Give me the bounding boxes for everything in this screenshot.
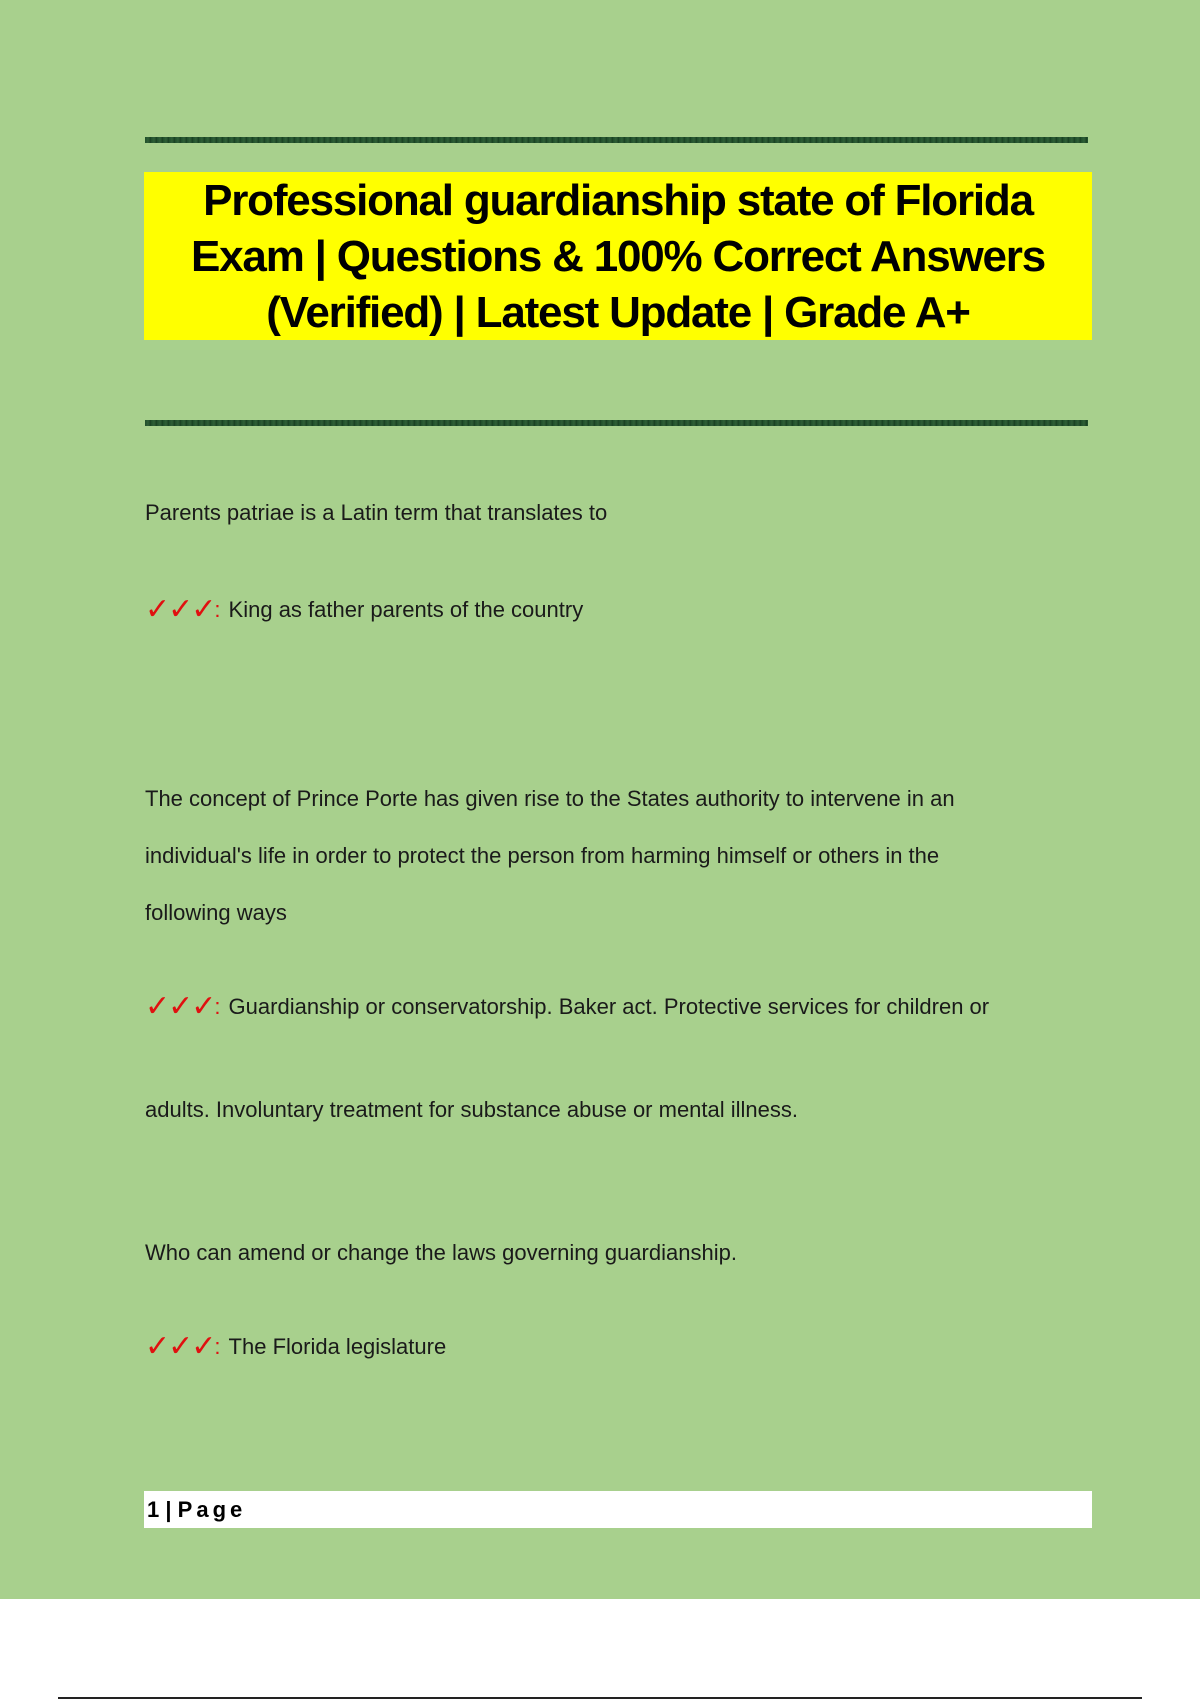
answer-3 — [145, 1295, 1095, 1398]
top-divider — [145, 137, 1088, 143]
page-number: 1 — [147, 1497, 160, 1522]
check-separator: : — [214, 994, 221, 1019]
question-text-line: The concept of Prince Porte has given rise to the States authority to intervene in an — [145, 786, 955, 811]
document-title — [144, 172, 1092, 340]
next-page-divider — [58, 1697, 1142, 1699]
answer-text: King as father parents of the country — [228, 597, 584, 622]
question-text-line: following ways — [145, 900, 287, 925]
title-bottom-divider — [145, 420, 1088, 426]
page-footer — [144, 1491, 1092, 1528]
question-3 — [145, 1224, 1095, 1281]
title-line: Exam | Questions & 100% Correct Answers — [191, 232, 1045, 281]
page-separator: | — [165, 1497, 172, 1522]
answer-2 — [145, 955, 1095, 1161]
answer-text: The Florida legislature — [228, 1334, 447, 1359]
question-1 — [145, 484, 1095, 541]
question-text: Who can amend or change the laws governing guardianship. — [145, 1240, 737, 1265]
check-marks-icon: ✓✓✓ — [145, 1329, 215, 1364]
title-line: Professional guardianship state of Florida — [203, 176, 1033, 225]
answer-1 — [145, 558, 1095, 661]
question-2 — [145, 770, 1095, 941]
question-text-line: individual's life in order to protect the person from harming himself or others in the — [145, 843, 940, 868]
title-line: (Verified) | Latest Update | Grade A+ — [266, 288, 970, 337]
page-label: Page — [177, 1497, 247, 1522]
check-marks-icon: ✓✓✓ — [145, 592, 215, 627]
answer-text: Guardianship or conservatorship. Baker act. Protective services for children or — [228, 994, 990, 1019]
check-separator: : — [214, 597, 221, 622]
answer-text-line — [145, 955, 1095, 1058]
question-text: Parents patriae is a Latin term that translates to — [145, 500, 608, 525]
answer-text-line: adults. Involuntary treatment for substance abuse or mental illness. — [145, 1097, 799, 1122]
check-separator: : — [214, 1334, 221, 1359]
check-marks-icon: ✓✓✓ — [145, 989, 215, 1024]
